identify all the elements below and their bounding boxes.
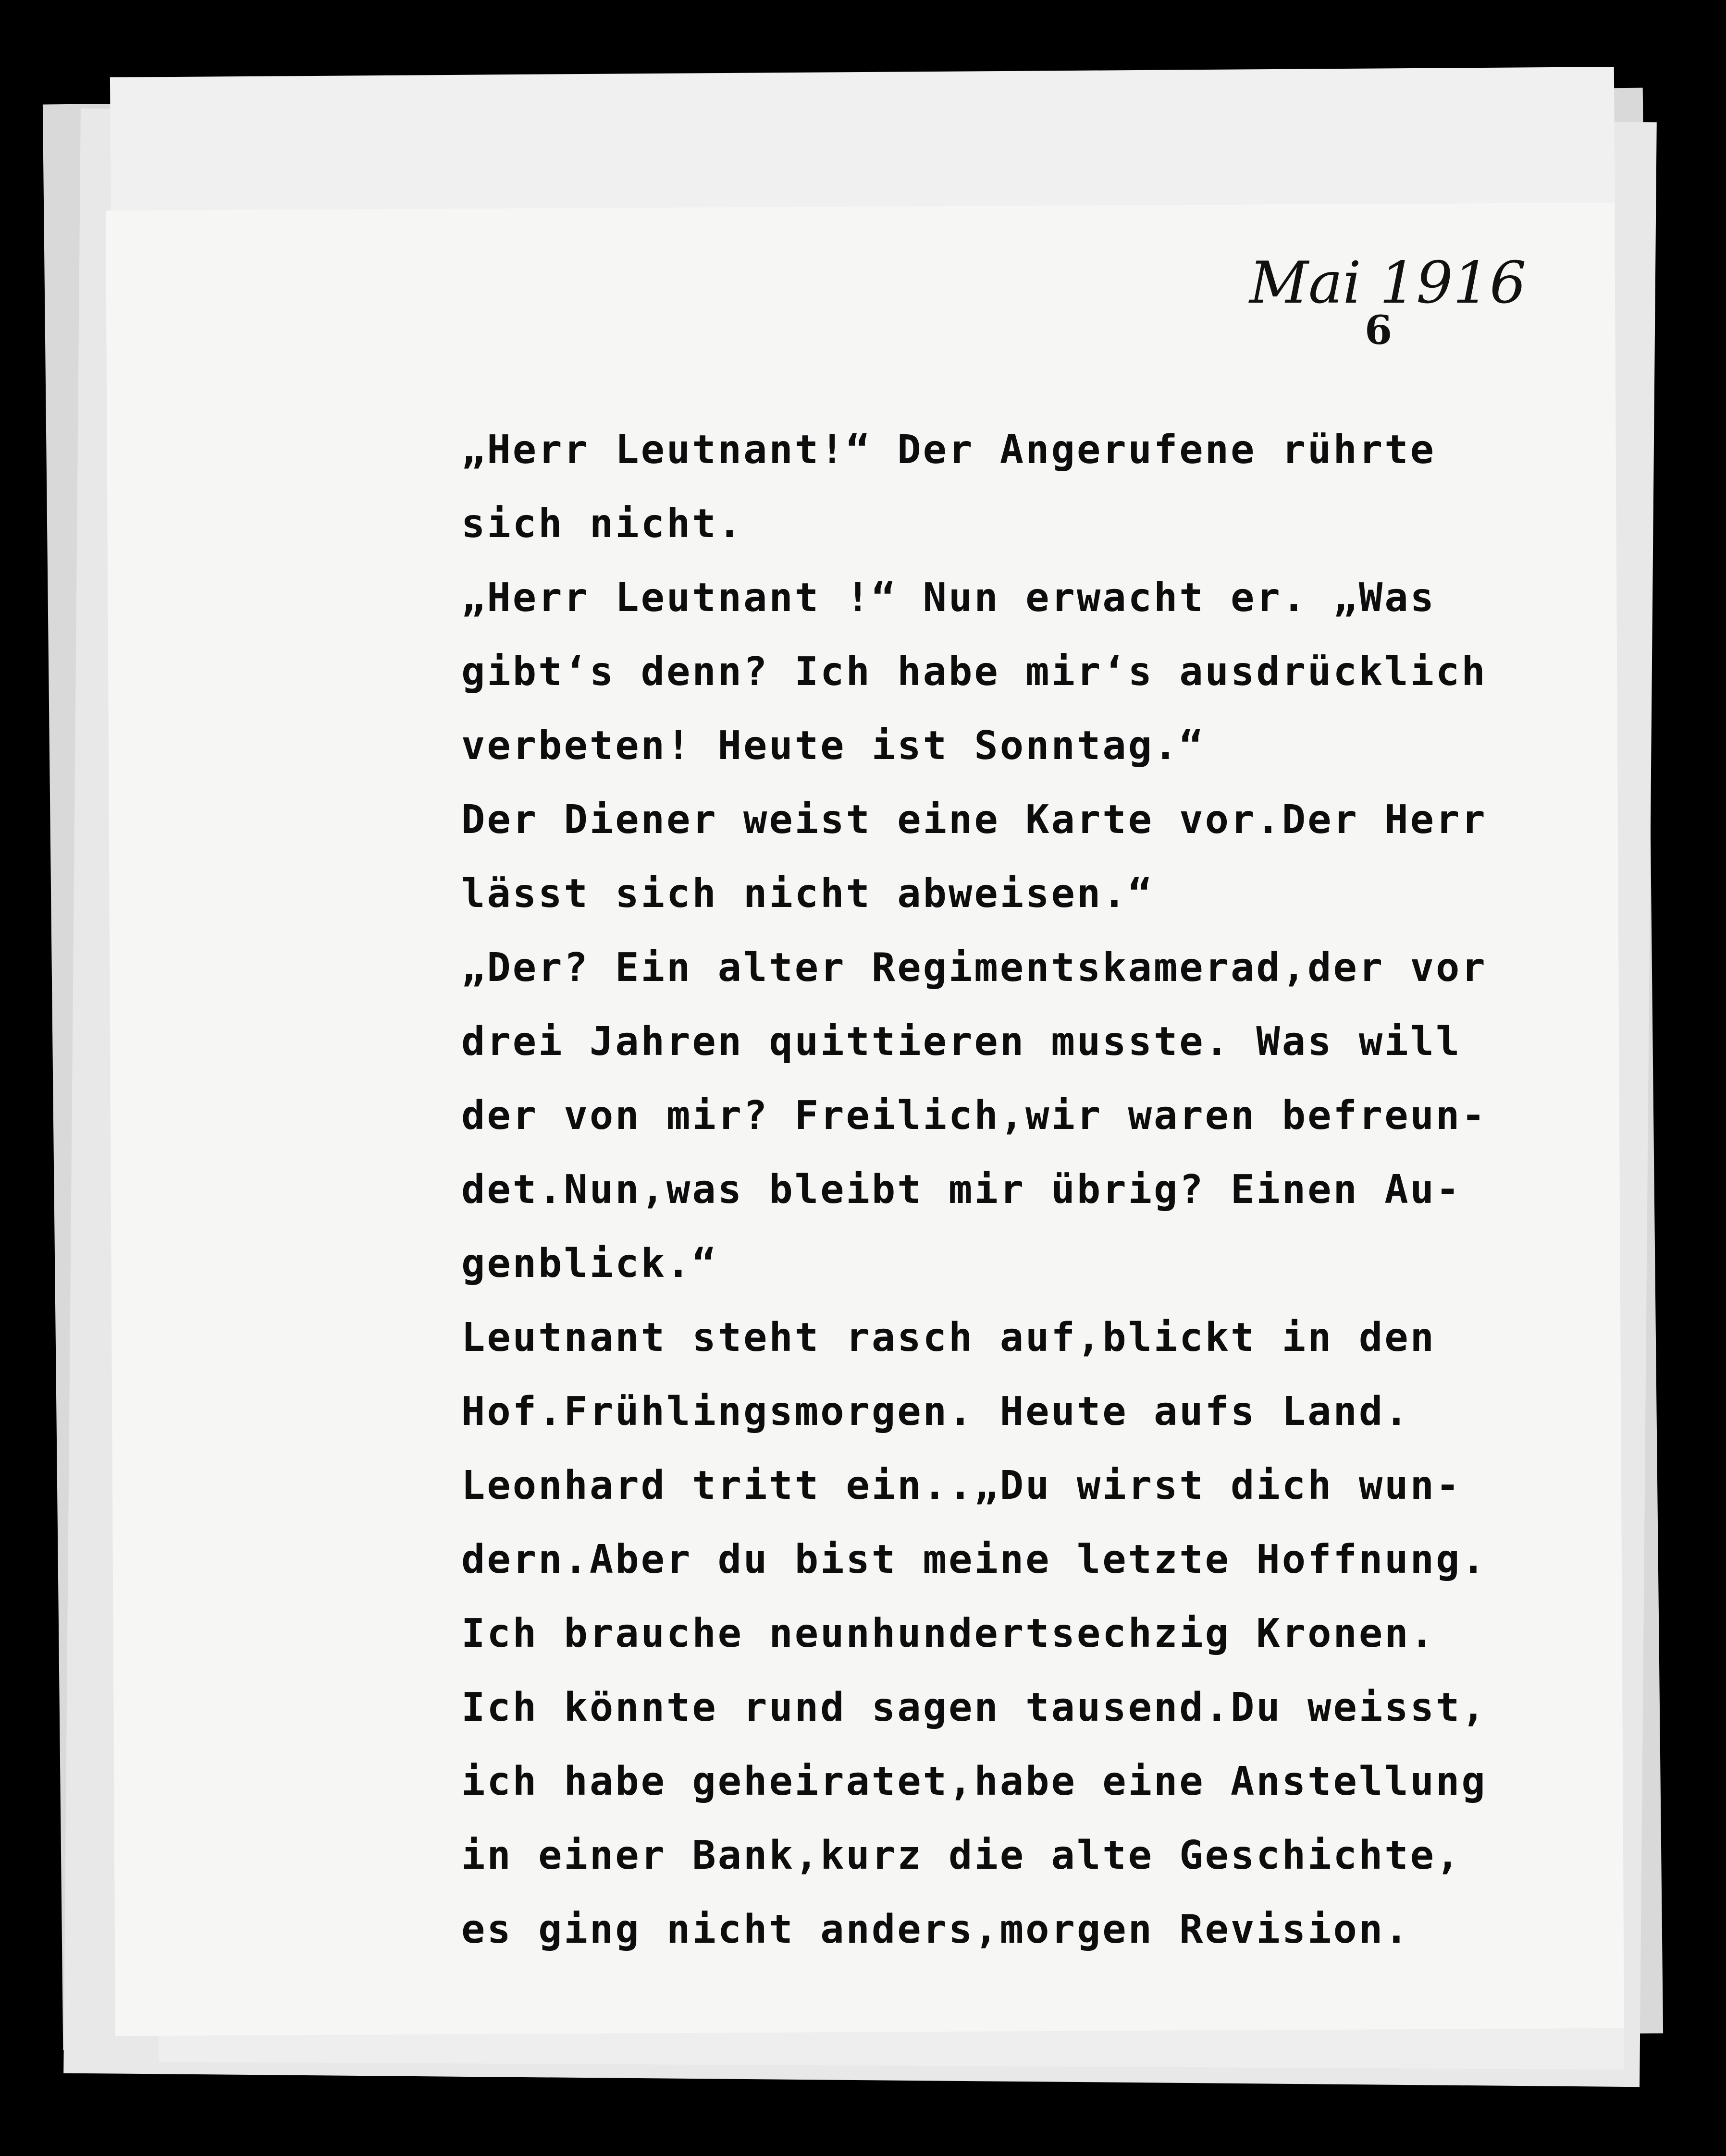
text-line: lässt sich nicht abweisen.“ <box>461 871 1154 917</box>
text-line: Ich brauche neunhundertsechzig Kronen. <box>461 1611 1436 1656</box>
text-line: gibt‘s denn? Ich habe mir‘s ausdrücklich <box>461 649 1487 695</box>
text-line: „Herr Leutnant!“ Der Angerufene rührte <box>461 427 1436 473</box>
page-number: 6 <box>1365 307 1393 354</box>
text-line: „Herr Leutnant !“ Nun erwacht er. „Was <box>461 575 1436 621</box>
text-line: Der Diener weist eine Karte vor.Der Herr <box>461 797 1487 843</box>
typed-text-body <box>461 413 1518 1967</box>
text-line: es ging nicht anders,morgen Revision. <box>461 1907 1410 1952</box>
text-line: drei Jahren quittieren musste. Was will <box>461 1019 1462 1065</box>
text-line: sich nicht. <box>461 501 744 547</box>
text-line: dern.Aber du bist meine letzte Hoffnung. <box>461 1537 1487 1582</box>
handwritten-date: Mai 1916 <box>1249 250 1527 317</box>
text-line: Hof.Frühlingsmorgen. Heute aufs Land. <box>461 1389 1410 1434</box>
text-line: in einer Bank,kurz die alte Geschichte, <box>461 1833 1462 1878</box>
text-line: Leonhard tritt ein..„Du wirst dich wun- <box>461 1463 1462 1508</box>
text-line: genblick.“ <box>461 1241 718 1286</box>
text-line: der von mir? Freilich,wir waren befreun- <box>461 1093 1487 1139</box>
text-line: det.Nun,was bleibt mir übrig? Einen Au- <box>461 1167 1462 1213</box>
text-line: ich habe geheiratet,habe eine Anstellung <box>461 1759 1487 1804</box>
text-line: Leutnant steht rasch auf,blickt in den <box>461 1315 1436 1360</box>
text-line: verbeten! Heute ist Sonntag.“ <box>461 723 1205 769</box>
text-line: „Der? Ein alter Regimentskamerad,der vor <box>461 945 1487 991</box>
text-line: Ich könnte rund sagen tausend.Du weisst, <box>461 1685 1487 1730</box>
